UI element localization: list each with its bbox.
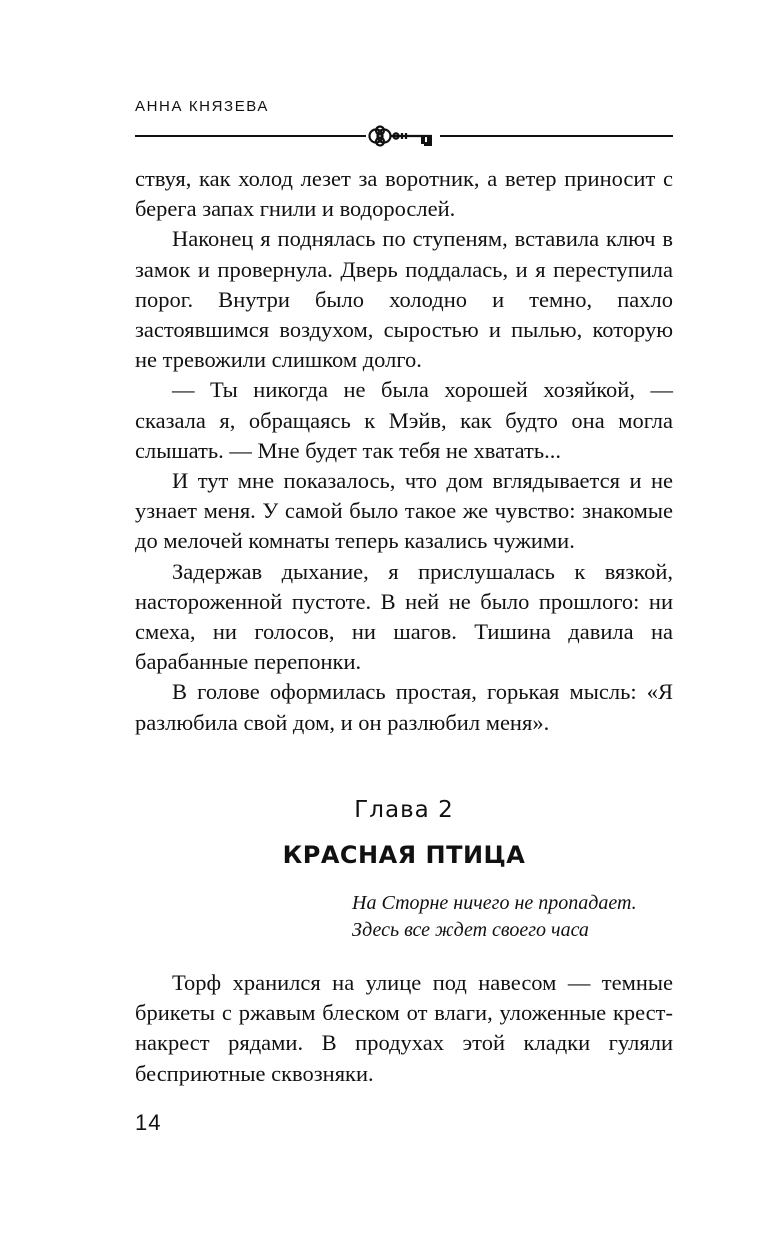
page-number: 14: [135, 1110, 162, 1135]
epigraph-line: На Сторне ничего не пропадает.: [352, 892, 637, 914]
body-text: [135, 164, 673, 738]
paragraph: ствуя, как холод лезет за воротник, а ветер приносит с берега запах гнили и водорослей.: [135, 166, 673, 222]
paragraph: Наконец я поднялась по ступеням, вставила ключ в замок и провернула. Дверь поддалась, и я переступила порог. Внутри было холодно и темно, пахло застоявшимся воздухом, сыростью и пылью, которую не тревожили слишком долго.: [135, 226, 673, 373]
paragraph: Торф хранился на улице под навесом — темные брикеты с ржавым блеском от влаги, уложенные крест-накрест рядами. В продухах этой кладки гуляли бесприютные сквозняки.: [135, 970, 673, 1086]
epigraph: [352, 890, 682, 944]
epigraph-line: Здесь все ждет своего часа: [352, 919, 589, 941]
paragraph: В голове оформилась простая, горькая мысль: «Я разлюбила свой дом, и он разлюбил меня».: [135, 679, 673, 735]
chapter-number: Глава 2: [354, 797, 454, 823]
paragraph: И тут мне показалось, что дом вглядывается и не узнает меня. У самой было такое же чувство: знакомые до мелочей комнаты теперь казались чужими.: [135, 468, 673, 554]
paragraph: Задержав дыхание, я прислушалась к вязкой, настороженной пустоте. В ней не было прошлого: ни смеха, ни голосов, ни шагов. Тишина давила на барабанные перепонки.: [135, 558, 673, 675]
chapter-title: КРАСНАЯ ПТИЦА: [282, 841, 526, 869]
key-icon: [366, 124, 440, 150]
running-head: АННА КНЯЗЕВА: [135, 98, 270, 115]
paragraph: — Ты никогда не была хорошей хозяйкой, — сказала я, обращаясь к Мэйв, как будто она могла слышать. — Мне будет так тебя не хватать...: [135, 377, 673, 463]
chapter-body-text: [135, 968, 673, 1089]
